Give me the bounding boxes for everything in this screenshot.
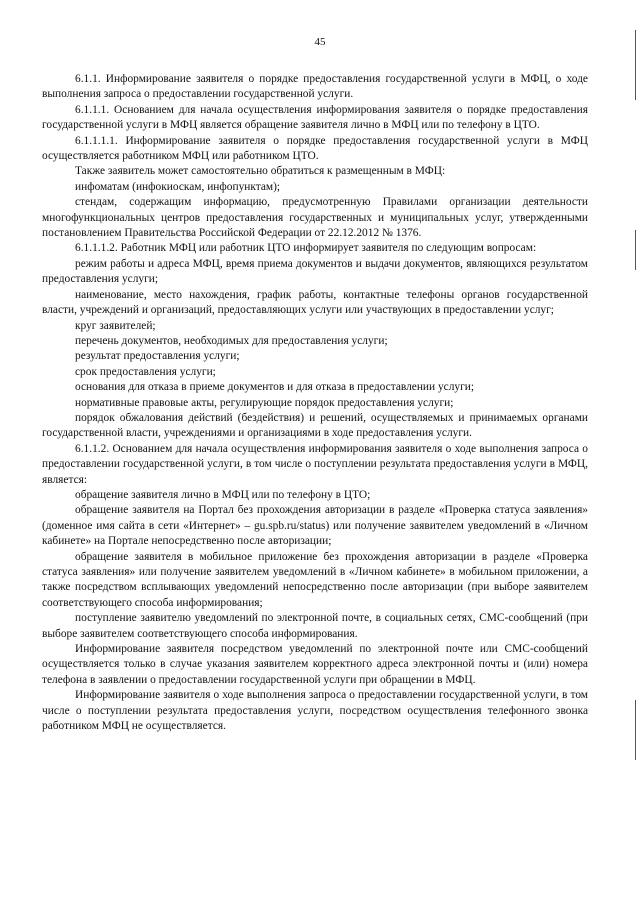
paragraph-6-1-1-1-2: 6.1.1.1.2. Работник МФЦ или работник ЦТО информирует заявителя по следующим вопросам: <box>75 242 537 255</box>
list-item: круг заявителей; <box>75 319 156 332</box>
list-item: поступление заявителю уведомлений по электронной почте, в социальных сетях, СМС-сообщений (при выборе заявителем соответствующего способа информирования. <box>42 612 588 640</box>
paragraph-6-1-1-1: 6.1.1.1. Основанием для начала осуществления информирования заявителя о порядке предоставления государственной услуги в МФЦ является обращение заявителя лично в МФЦ или по телефону в ЦТО. <box>42 103 588 132</box>
list-item: основания для отказа в приеме документов и для отказа в предоставлении услуги; <box>75 381 475 394</box>
paragraph: Информирование заявителя посредством уведомлений по электронной почте или СМС-сообщений осуществляется только в случае указания заявителем корректного адреса электронной почты и (или) номера телефона в заявлении о предоставлении государственной услуги при обращении в МФЦ. <box>42 643 588 686</box>
list-item: инфоматам (инфокиоскам, инфопунктам); <box>75 180 281 193</box>
list-item: нормативные правовые акты, регулирующие порядок предоставления услуги; <box>75 396 454 409</box>
paragraph-6-1-1-1-1: 6.1.1.1.1. Информирование заявителя о порядке предоставления государственной услуги в МФЦ осуществляется работником МФЦ или работником ЦТО. <box>42 134 588 163</box>
paragraph-6-1-1: 6.1.1. Информирование заявителя о порядке предоставления государственной услуги в МФЦ, о ходе выполнения запроса о предоставлении государственной услуги. <box>42 73 588 101</box>
paragraph-6-1-1-2: 6.1.1.2. Основанием для начала осуществления информирования заявителя о ходе выполнения запроса о предоставлении государственной услуги, в том числе о поступлении результата предоставления услуги в МФЦ, является: <box>42 442 588 486</box>
list-item: обращение заявителя лично в МФЦ или по телефону в ЦТО; <box>75 488 371 501</box>
list-item: результат предоставления услуги; <box>75 350 240 363</box>
scan-edge-mark <box>635 700 636 760</box>
list-item: порядок обжалования действий (бездействия) и решений, осуществляемых и принимаемых органами государственной власти, учреждениями и организациями в ходе предоставления услуги. <box>42 411 588 440</box>
list-item: наименование, место нахождения, график работы, контактные телефоны органов государственной власти, учреждений и организаций, предоставляющих услуги или участвующих в предоставлении услуг; <box>42 288 588 317</box>
list-item: обращение заявителя в мобильное приложение без прохождения авторизации в разделе «Проверка статуса заявления» или получение заявителем уведомлений в «Личном кабинете» в мобильном приложении, а также посредством всплывающих уведомлений непосредственно после авторизации (при выборе заявителем соответствующего способа информирования; <box>42 550 588 609</box>
page-number: 45 <box>314 36 326 48</box>
paragraph: Информирование заявителя о ходе выполнения запроса о предоставлении государственной услуги, в том числе о поступлении результата предоставления услуги, посредством осуществления телефонного звонка работником МФЦ не осуществляется. <box>42 689 588 733</box>
list-item: обращение заявителя на Портал без прохождения авторизации в разделе «Проверка статуса заявления» (доменное имя сайта в сети «Интернет» – gu.spb.ru/status) или получение заявителем уведомлений в «Личном кабинете» на Портале непосредственно после авторизации; <box>42 504 588 548</box>
scan-edge-mark <box>635 230 636 270</box>
paragraph: Также заявитель может самостоятельно обратиться к размещенным в МФЦ: <box>75 165 446 178</box>
list-item: стендам, содержащим информацию, предусмотренную Правилами организации деятельности многофункциональных центров предоставления государственных и муниципальных услуг, утвержденными постановлением Правительства Российской Федерации от 22.12.2012 № 1376. <box>42 196 588 240</box>
list-item: перечень документов, необходимых для предоставления услуги; <box>75 334 388 347</box>
list-item: срок предоставления услуги; <box>75 365 216 378</box>
document-body <box>42 72 588 734</box>
scan-edge-mark <box>635 30 636 100</box>
list-item: режим работы и адреса МФЦ, время приема документов и выдачи документов, являющихся результатом предоставления услуги; <box>42 257 588 286</box>
